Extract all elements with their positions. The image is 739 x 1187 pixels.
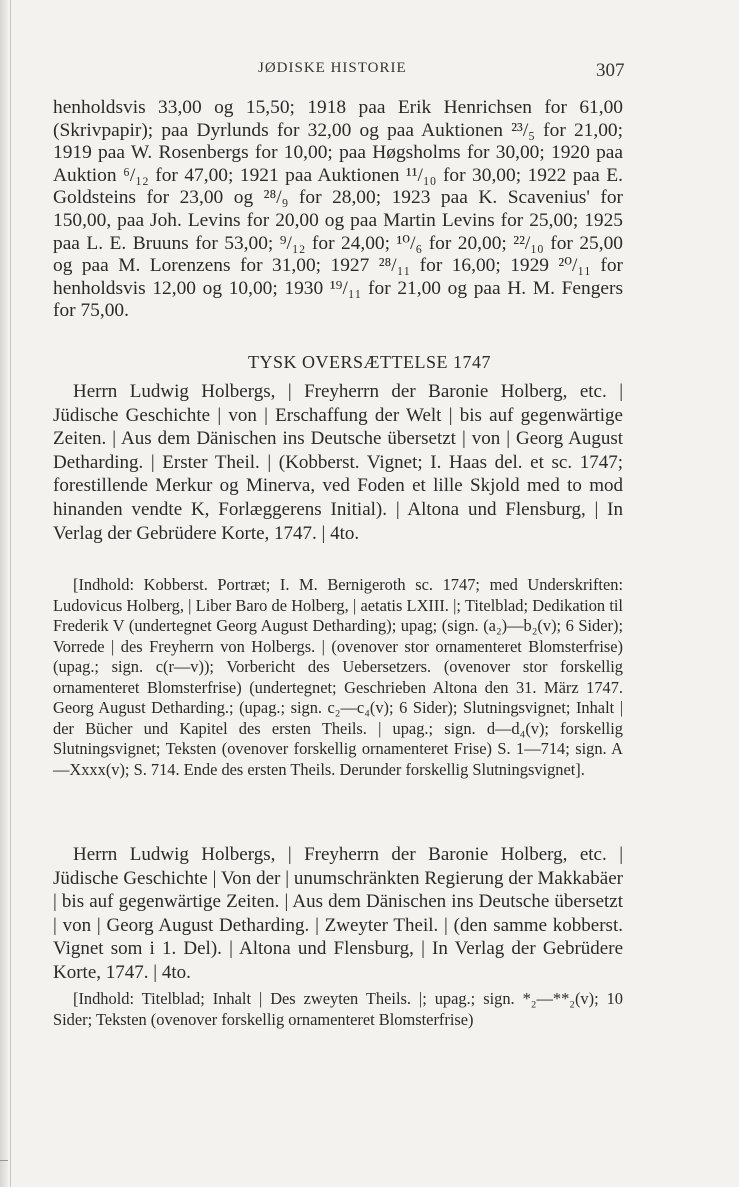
title-description-part-2 xyxy=(53,843,623,985)
note-text: [Indhold: Kobberst. Portræt; I. M. Bernigeroth sc. 1747; med Underskriften: Ludovicus Holberg, | Liber Baro de Holberg, | aetatis LXIII. |; Titelblad; Dedikation til Frederik V (undertegnet Georg August Detharding); upag; (sign. (a₂)—b₂(v); 6 Sider); Vorrede | des Freyherrn von Holbergs. | (ovenover stor ornamenteret Blomsterfrise) (upag.; sign. c(r—v)); Vorbericht des Uebersetzers. (ovenover stor forskellig ornamenteret Blomsterfrise) (undertegnet; Geschrieben Altona den 31. März 1747. Georg August Detharding.; (upag.; sign. c₂—c₄(v); 6 Sider); Slutningsvignet; Inhalt | der Bücher und Kapitel des ersten Theils. | upag.; sign. d—d₄(v); forskellig Slutningsvignet; Teksten (ovenover forskellig ornamenteret Frise) S. 1—714; sign. A—Xxxx(v); S. 714. Ende des ersten Theils. Derunder forskellig Slutningsvignet]. xyxy=(53,575,623,779)
section-heading: TYSK OVERSÆTTELSE 1747 xyxy=(247,352,491,372)
paragraph-text: Herrn Ludwig Holbergs, | Freyherrn der Baronie Holberg, etc. | Jüdische Geschichte | Von der | unumschränkten Regierung der Makkabäer | bis auf gegenwärtige Zeiten. | Aus dem Dänischen ins Deutsche übersetzt | von | Georg August Detharding. | Zweyter Theil. | (den samme kobberst. Vignet som i 1. Del). | Altona und Flensburg, | In Verlag der Gebrüdere Korte, 1747. | 4to. xyxy=(53,844,623,983)
page-edge-line xyxy=(10,0,11,1187)
provenance-paragraph xyxy=(53,97,623,323)
title-description-part-1 xyxy=(53,380,623,545)
contents-note-part-1 xyxy=(53,575,623,780)
paragraph-text: Herrn Ludwig Holbergs, | Freyherrn der Baronie Holberg, etc. | Jüdische Geschichte | von | Erschaffung der Welt | bis auf gegenwärtige Zeiten. | Aus dem Dänischen ins Deutsche übersetzt | von | Georg August Detharding. | Erster Theil. | (Kobberst. Vignet; I. Haas del. et sc. 1747; forestillende Merkur og Minerva, ved Foden et lille Skjold med to mod hinanden vendte K, Forlæggerens Initial). | Altona und Flensburg, | In Verlag der Gebrüdere Korte, 1747. | 4to. xyxy=(53,381,623,544)
margin-mark xyxy=(0,1160,8,1161)
page-number: 307 xyxy=(596,60,625,81)
note-text: [Indhold: Titelblad; Inhalt | Des zweyten Theils. |; upag.; sign. *₂—**₂(v); 10 Sider; Teksten (ovenover forskellig ornamenteret Blomsterfrise) xyxy=(53,989,623,1029)
running-header: JØDISKE HISTORIE xyxy=(258,60,407,76)
paragraph-text: henholdsvis 33,00 og 15,50; 1918 paa Erik Henrichsen for 61,00 (Skrivpapir); paa Dyrlunds for 32,00 og paa Auktionen ²³/₅ for 21,00; 1919 paa W. Rosenbergs for 10,00; paa Høgsholms for 30,00; 1920 paa Auktion ⁶/₁₂ for 47,00; 1921 paa Auktionen ¹¹/₁₀ for 30,00; 1922 paa E. Goldsteins for 23,00 og ²⁸/₉ for 28,00; 1923 paa K. Scavenius' for 150,00, paa Joh. Levins for 20,00 og paa Martin Levins for 25,00; 1925 paa L. E. Bruuns for 53,00; ⁹/₁₂ for 24,00; ¹⁰/₆ for 20,00; ²²/₁₀ for 25,00 og paa M. Lorenzens for 31,00; 1927 ²⁸/₁₁ for 16,00; 1929 ²⁰/₁₁ for henholdsvis 12,00 og 10,00; 1930 ¹⁹/₁₁ for 21,00 og paa H. M. Fengers for 75,00. xyxy=(53,97,623,322)
page-edge-shadow xyxy=(0,0,8,1187)
contents-note-part-2 xyxy=(53,989,623,1030)
